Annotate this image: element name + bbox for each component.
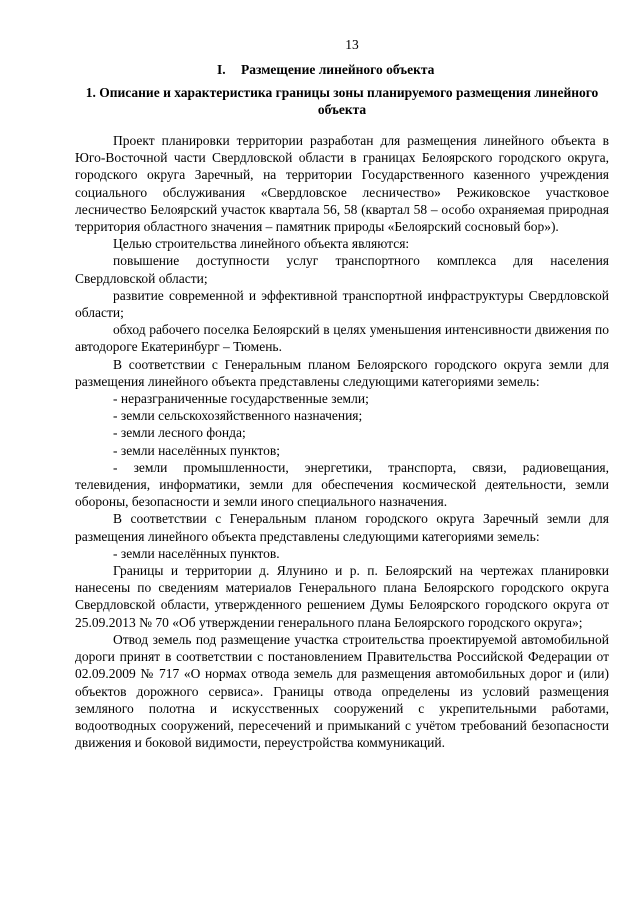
document-page [75, 36, 609, 751]
list-item: - земли сельскохозяйственного назначения; [113, 408, 363, 424]
body-text [75, 132, 609, 751]
paragraph: развитие современной и эффективной транспортной инфраструктуры Свердловской области; [75, 287, 609, 321]
paragraph: Целью строительства линейного объекта являются: [113, 236, 410, 252]
paragraph: Проект планировки территории разработан для размещения линейного объекта в Юго-Восточной части Свердловской области в границах Белоярского городского округа, городского округа Заречный, на территории Государственного казенного учреждения социального обслуживания «Свердловское лесничество» Режиковское участковое лесничество Белоярский участок квартала 56, 58 (квартал 58 – особо охраняемая природная территория областного значения – памятник природы «Белоярский сосновый бор»). [75, 133, 609, 235]
list-item: - земли населённых пунктов. [113, 545, 280, 561]
paragraph: повышение доступности услуг транспортного комплекса для населения Свердловской области; [75, 253, 609, 286]
list-item: - неразграниченные государственные земли; [113, 391, 369, 407]
section-title: Размещение линейного объекта [241, 62, 435, 77]
list-item: - земли населённых пунктов; [113, 442, 280, 458]
list-item: - земли лесного фонда; [113, 425, 246, 441]
paragraph: В соответствии с Генеральным планом Белоярского городского округа земли для размещения линейного объекта представлены следующими категориями земель: [75, 356, 609, 389]
paragraph: Отвод земель под размещение участка строительства проектируемой автомобильной дороги принят в соответствии с постановлением Правительства Российской Федерации от 02.09.2009 № 717 «О нормах отвода земель для размещения автомобильных дорог и (или) объектов дорожного сервиса». Границы отвода определены из условий размещения земляного полотна и искусственных сооружений с укрепительными работами, водоотводных сооружений, пересечений и примыканий с учётом требований безопасности движения и боковой видимости, переустройства коммуникаций. [75, 631, 609, 751]
paragraph: Границы и территории д. Ялунино и р. п. Белоярский на чертежах планировки нанесены по сведениям материалов Генерального плана Белоярского городского округа Свердловской области, утвержденного решением Думы Белоярского городского округа от 25.09.2013 № 70 «Об утверждении генерального плана Белоярского городского округа»; [75, 563, 609, 630]
paragraph: В соответствии с Генеральным планом городского округа Заречный земли для размещения линейного объекта представлены следующими категориями земель: [75, 511, 609, 544]
subsection-heading: 1. Описание и характеристика границы зоны планируемого размещения линейного объекта [85, 85, 599, 117]
list-item: - земли промышленности, энергетики, транспорта, связи, радиовещания, телевидения, информатики, земли для обеспечения космической деятельности, земли обороны, безопасности и земли иного специального назначения. [75, 459, 609, 510]
page-number: 13 [345, 37, 359, 52]
section-heading [75, 61, 609, 78]
section-number: I. [217, 62, 226, 77]
paragraph: обход рабочего поселка Белоярский в целях уменьшения интенсивности движения по автодороге Екатеринбург – Тюмень. [75, 322, 609, 355]
